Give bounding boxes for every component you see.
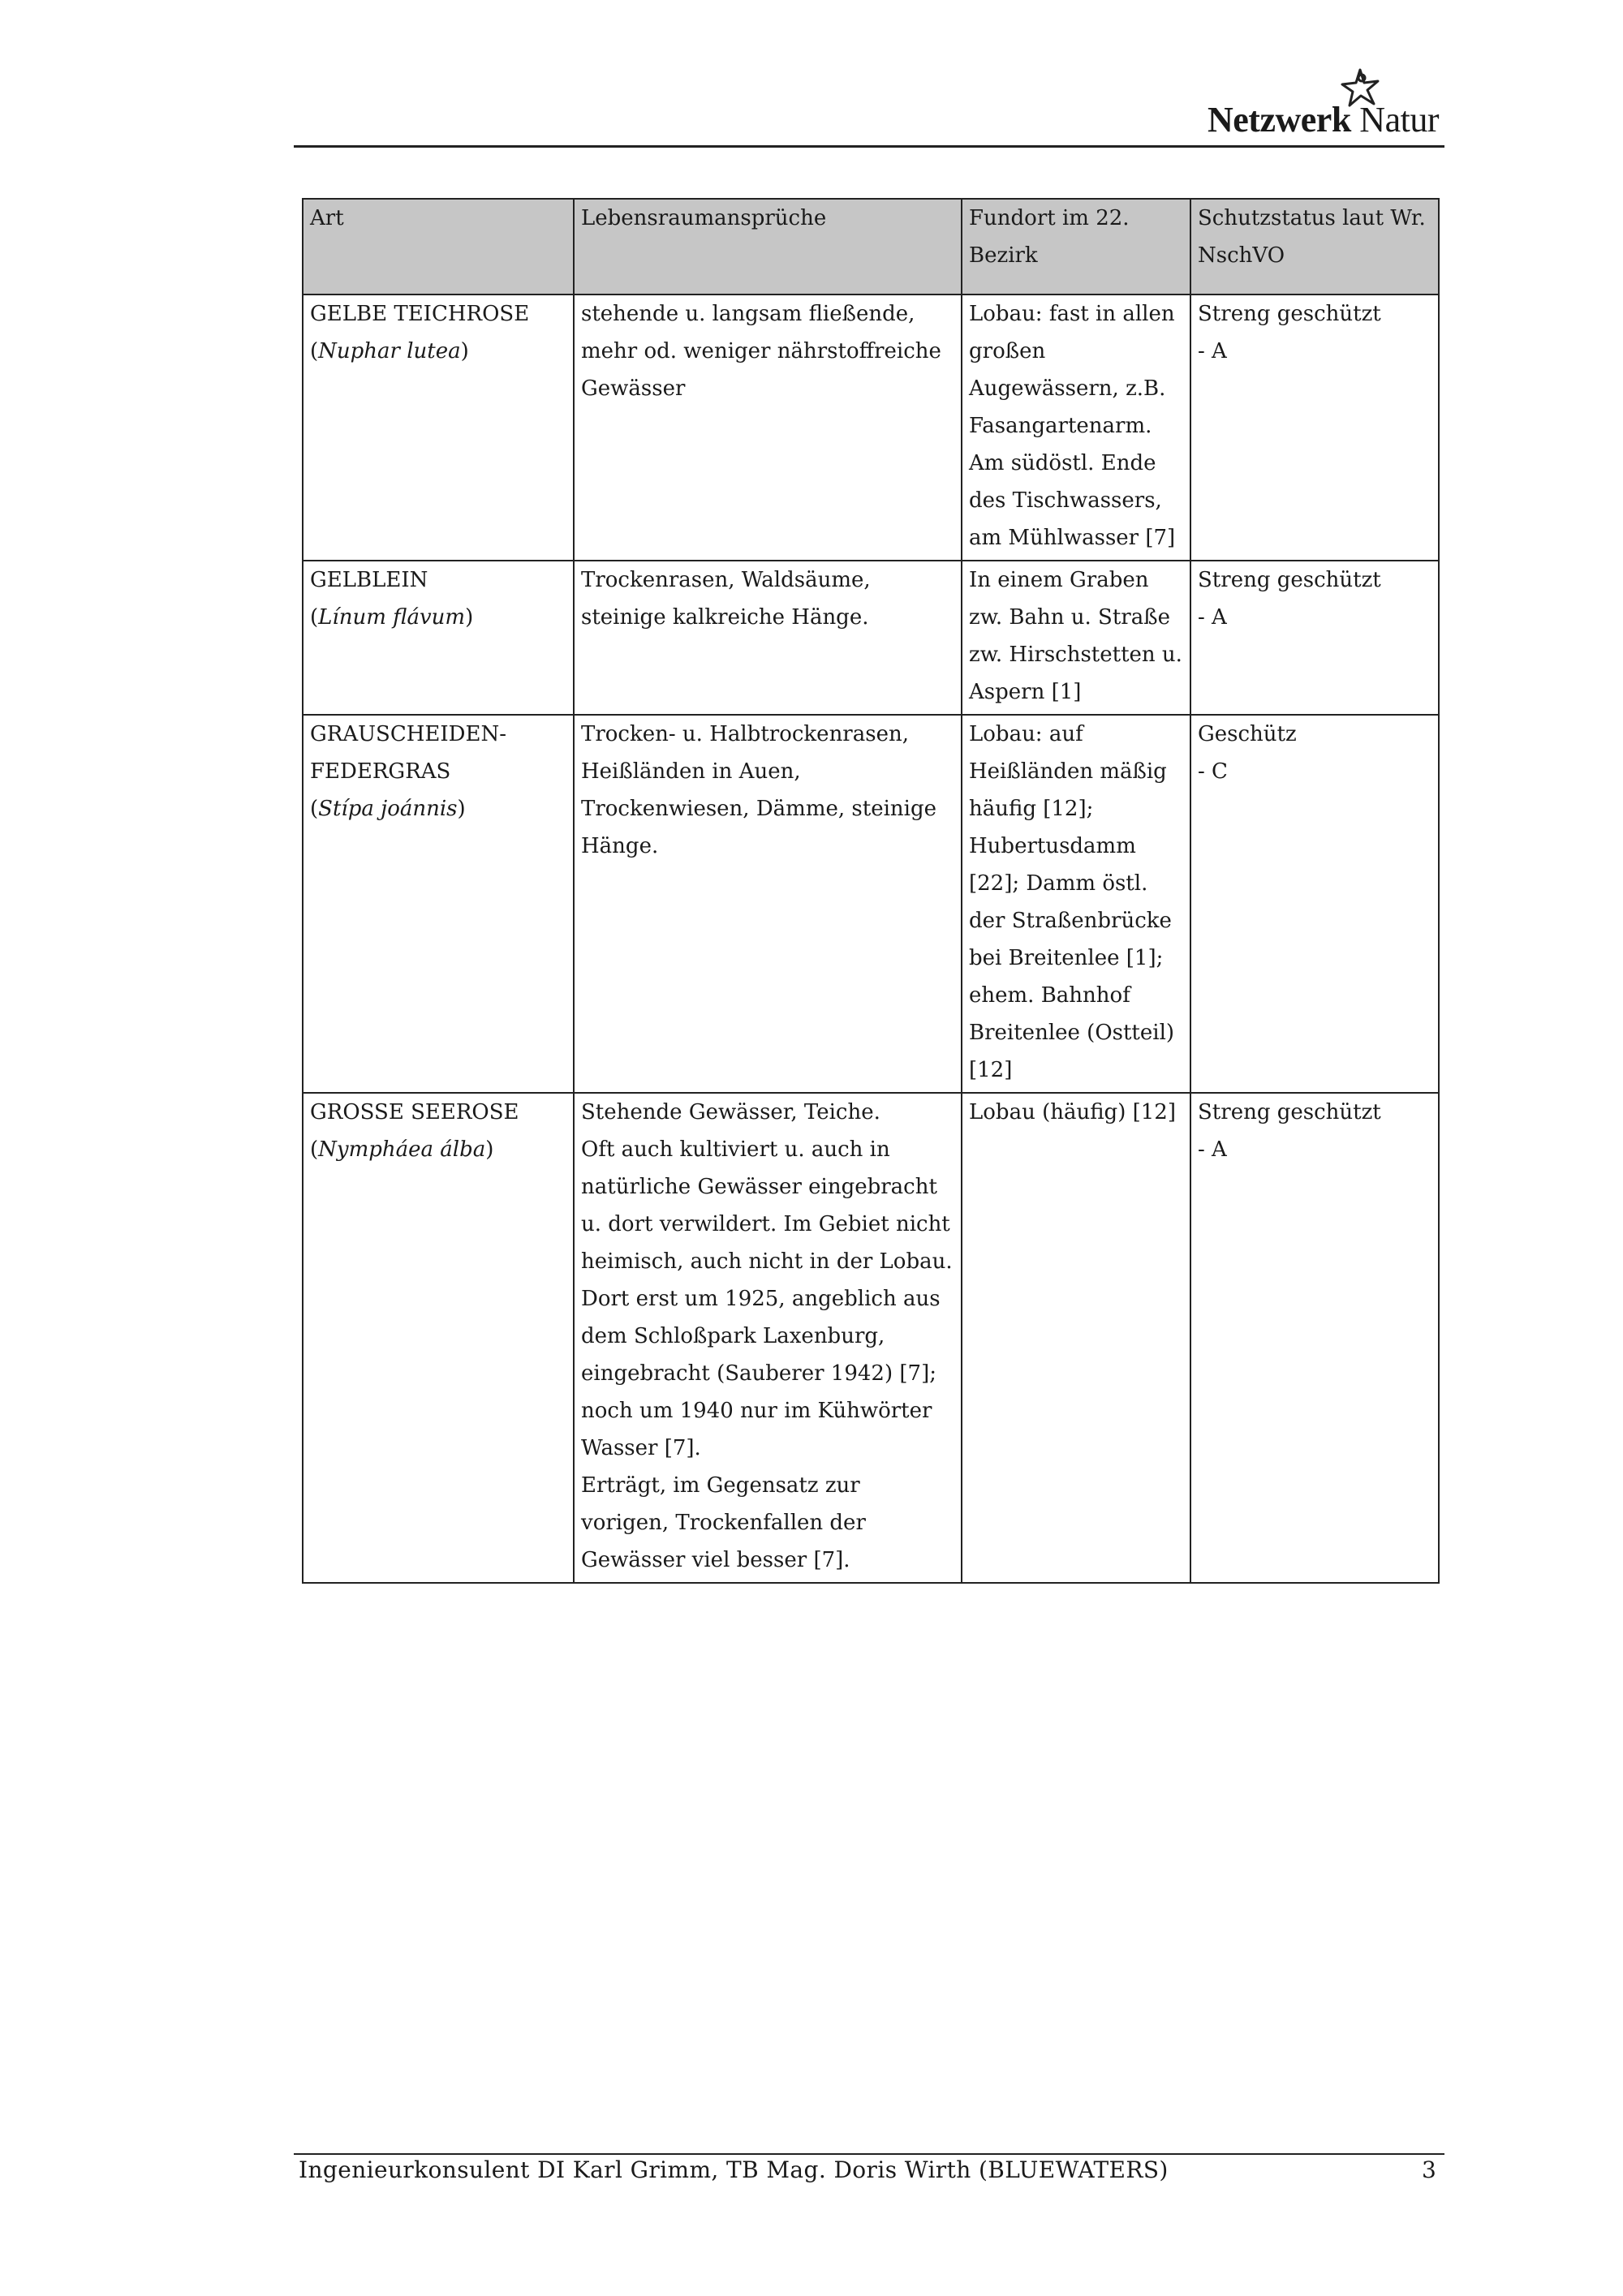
species-name: GELBE TEICHROSE [310,302,530,326]
netzwerk-natur-logo [1208,67,1451,140]
species-table [302,198,1440,1584]
page-number: 3 [1422,2156,1436,2183]
column-header-fundort: Fundort im 22. Bezirk [962,199,1190,295]
table-row [303,715,1439,1093]
species-cell [303,1093,574,1583]
status-cell [1190,715,1439,1093]
habitat-paragraph: Stehende Gewässer, Teiche. [581,1100,880,1124]
protection-status: Streng geschützt [1198,1100,1381,1124]
protection-category: - A [1198,605,1227,630]
protection-category: - C [1198,759,1228,784]
protection-category: - A [1198,339,1227,363]
habitat-paragraph: Oft auch kultiviert u. auch in natürliche Gewässer eingebracht u. dort verwildert. Im Gebiet nicht heimisch, auch nicht in der Lobau. Dort erst um 1925, angeblich aus dem Schloßpark Laxenburg, eingebracht (Sauberer 1942) [7]; noch um 1940 nur im Kühwörter Wasser [7]. [581,1137,953,1460]
location-cell: Lobau: fast in allen großen Augewässern, z.B. Fasangartenarm. Am südöstl. Ende des Tischwassers, am Mühlwasser [7] [962,295,1190,561]
species-cell [303,561,574,715]
habitat-cell: stehende u. langsam fließende, mehr od. weniger nährstoffreiche Gewässer [574,295,962,561]
habitat-cell [574,1093,962,1583]
species-name: GRAUSCHEIDEN-FEDERGRAS [310,722,507,784]
species-cell [303,715,574,1093]
table-row [303,1093,1439,1583]
logo-wordmark [1208,99,1439,140]
species-name: GROSSE SEEROSE [310,1100,519,1124]
footer-credits: Ingenieurkonsulent DI Karl Grimm, TB Mag. Doris Wirth (BLUEWATERS) [299,2156,1169,2183]
habitat-cell: Trocken- u. Halbtrockenrasen, Heißländen in Auen, Trockenwiesen, Dämme, steinige Hänge. [574,715,962,1093]
protection-status: Streng geschützt [1198,568,1381,592]
status-cell [1190,295,1439,561]
species-name: GELBLEIN [310,568,428,592]
table-row [303,561,1439,715]
location-cell: Lobau: auf Heißländen mäßig häufig [12]; Hubertusdamm [22]; Damm östl. der Straßenbrücke bei Breitenlee [1]; ehem. Bahnhof Breitenlee (Ostteil) [12] [962,715,1190,1093]
species-scientific-name: (Línum flávum) [310,605,474,630]
logo-light-text: Natur [1359,100,1439,140]
table-header-row [303,199,1439,295]
column-header-art: Art [303,199,574,295]
habitat-paragraph: Erträgt, im Gegensatz zur vorigen, Trockenfallen der Gewässer viel besser [7]. [581,1473,866,1572]
column-header-schutzstatus: Schutzstatus laut Wr. NschVO [1190,199,1439,295]
protection-status: Streng geschützt [1198,302,1381,326]
logo-bold-text: Netzwerk [1208,100,1351,140]
protection-category: - A [1198,1137,1227,1162]
habitat-cell: Trockenrasen, Waldsäume, steinige kalkreiche Hänge. [574,561,962,715]
species-scientific-name: (Nympháea álba) [310,1137,494,1162]
footer-divider [294,2153,1444,2155]
status-cell [1190,561,1439,715]
status-cell [1190,1093,1439,1583]
location-cell: Lobau (häufig) [12] [962,1093,1190,1583]
species-cell [303,295,574,561]
protection-status: Geschütz [1198,722,1297,746]
species-scientific-name: (Nuphar lutea) [310,339,469,363]
location-cell: In einem Graben zw. Bahn u. Straße zw. Hirschstetten u. Aspern [1] [962,561,1190,715]
column-header-lebensraum: Lebensraumansprüche [574,199,962,295]
header-divider [294,145,1444,148]
table-row [303,295,1439,561]
species-scientific-name: (Stípa joánnis) [310,797,466,821]
